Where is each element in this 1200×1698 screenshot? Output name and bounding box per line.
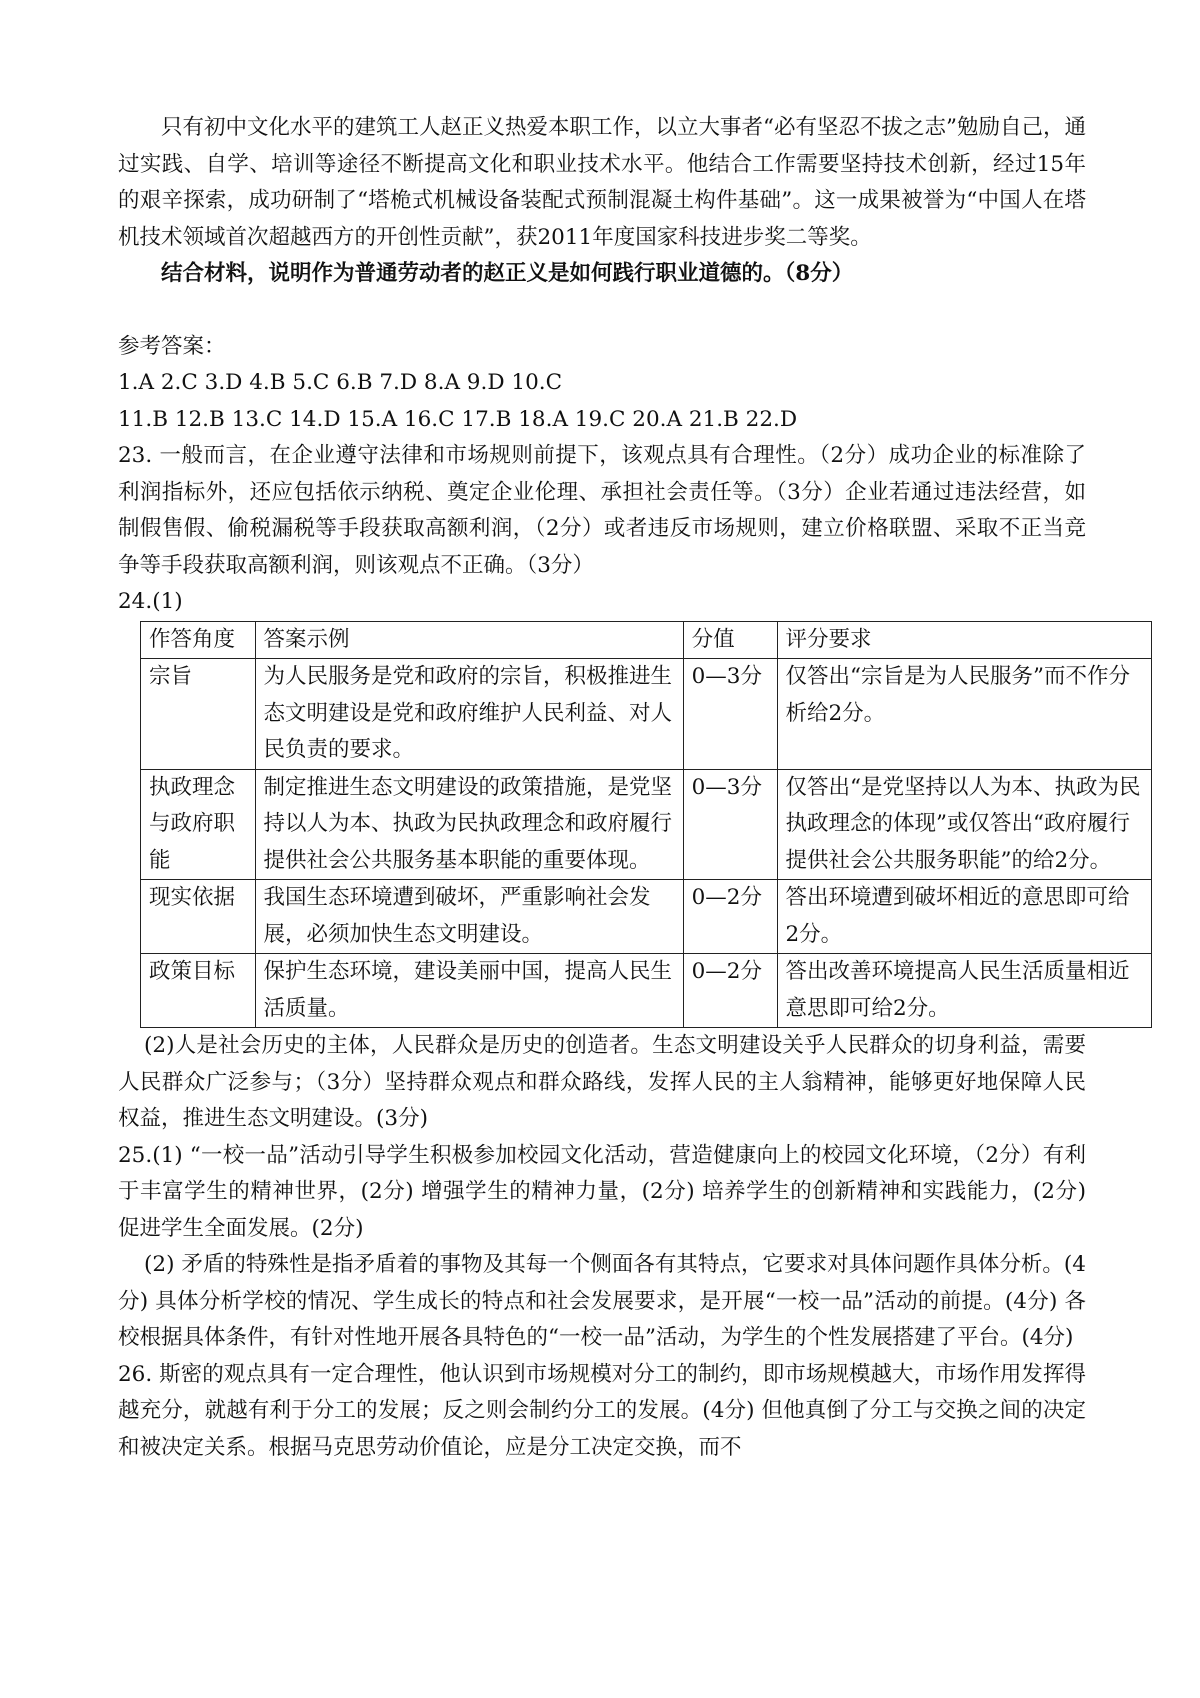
mc-answers-line-1: 1.A 2.C 3.D 4.B 5.C 6.B 7.D 8.A 9.D 10.C bbox=[118, 370, 563, 395]
table-row bbox=[141, 954, 1152, 1028]
answer-23: 23. 一般而言，在企业遵守法律和市场规则前提下，该观点具有合理性。（2分）成功企业的标准除了利润指标外，还应包括依示纳税、奠定企业伦理、承担社会责任等。（3分）企业若通过违法经营，如制假售假、偷税漏税等手段获取高额利润，（2分）或者违反市场规则，建立价格联盟、采取不正当竞争等手段获取高额利润，则该观点不正确。（3分） bbox=[118, 443, 1086, 578]
table-header-cell: 分值 bbox=[683, 621, 777, 659]
table-header-row bbox=[141, 621, 1152, 659]
table-row bbox=[141, 880, 1152, 954]
answer-24-table bbox=[140, 621, 1152, 1029]
answer-24-part-2: (2)人是社会历史的主体，人民群众是历史的创造者。生态文明建设关乎人民群众的切身利益，需要人民群众广泛参与；（3分）坚持群众观点和群众路线，发挥人民的主人翁精神，能够更好地保障人民权益，推进生态文明建设。(3分) bbox=[118, 1033, 1086, 1131]
table-header-cell: 答案示例 bbox=[255, 621, 683, 659]
table-row bbox=[141, 659, 1152, 770]
answer-25-part-2: (2) 矛盾的特殊性是指矛盾着的事物及其每一个侧面各有其特点，它要求对具体问题作具体分析。(4分) 具体分析学校的情况、学生成长的特点和社会发展要求，是开展“一校一品”活动的前提。(4分) 各校根据具体条件，有针对性地开展各具特色的“一校一品”活动，为学生的个性发展搭建了平台。(4分) bbox=[118, 1252, 1086, 1350]
spacer bbox=[118, 293, 1086, 329]
mc-answers-line-2: 11.B 12.B 13.C 14.D 15.A 16.C 17.B 18.A 19.C 20.A 21.B 22.D bbox=[118, 406, 798, 432]
answer-24-label: 24.(1) bbox=[118, 589, 183, 614]
table-row bbox=[141, 769, 1152, 880]
answers-heading: 参考答案： bbox=[118, 333, 226, 359]
answer-25-part-1: 25.(1) “一校一品”活动引导学生积极参加校园文化活动，营造健康向上的校园文化环境，（2分）有利于丰富学生的精神世界，(2分) 增强学生的精神力量，(2分) 培养学生的创新精神和实践能力，(2分) 促进学生全面发展。(2分) bbox=[118, 1142, 1086, 1241]
table-cell: 0—2分 bbox=[683, 954, 777, 1028]
table-cell: 政策目标 bbox=[141, 954, 256, 1028]
table-cell: 答出环境遭到破坏相近的意思即可给2分。 bbox=[777, 880, 1152, 954]
table-cell: 答出改善环境提高人民生活质量相近意思即可给2分。 bbox=[777, 954, 1152, 1028]
table-cell: 0—2分 bbox=[683, 880, 777, 954]
table-cell: 为人民服务是党和政府的宗旨，积极推进生态文明建设是党和政府维护人民利益、对人民负责的要求。 bbox=[255, 659, 683, 770]
table-cell: 0—3分 bbox=[683, 659, 777, 770]
material-paragraph: 只有初中文化水平的建筑工人赵正义热爱本职工作，以立大事者“必有坚忍不拔之志”勉励自己，通过实践、自学、培训等途径不断提高文化和职业技术水平。他结合工作需要坚持技术创新，经过15年的艰辛探索，成功研制了“塔桅式机械设备装配式预制混凝土构件基础”。这一成果被誉为“中国人在塔机技术领域首次超越西方的开创性贡献”，获2011年度国家科技进步奖二等奖。 bbox=[118, 115, 1086, 250]
table-cell: 0—3分 bbox=[683, 769, 777, 880]
table-cell: 保护生态环境，建设美丽中国，提高人民生活质量。 bbox=[255, 954, 683, 1028]
table-cell: 宗旨 bbox=[141, 659, 256, 770]
table-cell: 仅答出“是党坚持以人为本、执政为民执政理念的体现”或仅答出“政府履行提供社会公共服务职能”的给2分。 bbox=[777, 769, 1152, 880]
table-cell: 仅答出“宗旨是为人民服务”而不作分析给2分。 bbox=[777, 659, 1152, 770]
question-prompt: 结合材料，说明作为普通劳动者的赵正义是如何践行职业道德的。（8分） bbox=[161, 261, 854, 286]
answer-26: 26. 斯密的观点具有一定合理性，他认识到市场规模对分工的制约，即市场规模越大，市场作用发挥得越充分，就越有利于分工的发展；反之则会制约分工的发展。(4分) 但他真倒了分工与交换之间的决定和被决定关系。根据马克思劳动价值论，应是分工决定交换，而不 bbox=[118, 1361, 1086, 1460]
table-cell: 现实依据 bbox=[141, 880, 256, 954]
table-header-cell: 作答角度 bbox=[141, 621, 256, 659]
document-page bbox=[118, 110, 1141, 1466]
table-cell: 我国生态环境遭到破坏，严重影响社会发展，必须加快生态文明建设。 bbox=[255, 880, 683, 954]
table-header-cell: 评分要求 bbox=[777, 621, 1152, 659]
table-cell: 制定推进生态文明建设的政策措施，是党坚持以人为本、执政为民执政理念和政府履行提供社会公共服务基本职能的重要体现。 bbox=[255, 769, 683, 880]
table-cell: 执政理念与政府职能 bbox=[141, 769, 256, 880]
